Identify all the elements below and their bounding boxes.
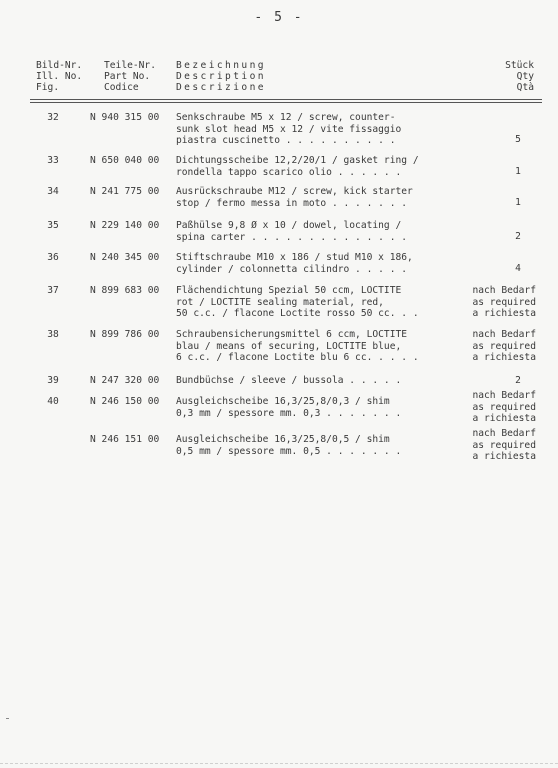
quantity: 2 [515,231,521,242]
header-rule [30,99,542,100]
fig-number: 40 [47,396,59,407]
header-rule-double [30,102,542,103]
fig-number: 33 [47,155,59,166]
quantity: nach Bedarf as required a richiesta [472,285,536,319]
scan-mark [6,718,9,719]
quantity: 5 [515,134,521,145]
quantity: nach Bedarf as required a richiesta [472,390,536,424]
part-number: N 940 315 00 [90,112,160,123]
description: Senkschraube M5 x 12 / screw, counter- sunk slot head M5 x 12 / vite fissaggio piastra cuscinetto . . . . . . . . . . [176,112,402,146]
part-number: N 229 140 00 [90,220,160,231]
fig-number: 37 [47,285,59,296]
part-number: N 240 345 00 [90,252,160,263]
quantity: 4 [515,263,521,274]
description: Schraubensicherungsmittel 6 ccm, LOCTITE blau / means of securing, LOCTITE blue, 6 c.c. / flacone Loctite blu 6 cc. . . . . [176,329,419,363]
description: Ausgleichscheibe 16,3/25,8/0,5 / shim 0,5 mm / spessore mm. 0,5 . . . . . . . [176,434,402,457]
quantity: nach Bedarf as required a richiesta [472,428,536,462]
description: Ausgleichscheibe 16,3/25,8/0,3 / shim 0,3 mm / spessore mm. 0,3 . . . . . . . [176,396,402,419]
description: Dichtungsscheibe 12,2/20/1 / gasket ring / rondella tappo scarico olio . . . . . . [176,155,419,178]
description: Paßhülse 9,8 Ø x 10 / dowel, locating / spina carter . . . . . . . . . . . . . . [176,220,408,243]
description: Bundbüchse / sleeve / bussola . . . . . [176,375,402,386]
description: Flächendichtung Spezial 50 ccm, LOCTITE rot / LOCTITE sealing material, red, 50 c.c. / flacone Loctite rosso 50 cc. . . [176,285,419,319]
header-quantity: Stück Qty Qtà [505,60,534,93]
fig-number: 39 [47,375,59,386]
part-number: N 650 040 00 [90,155,160,166]
fig-number: 36 [47,252,59,263]
description: Ausrückschraube M12 / screw, kick starter stop / fermo messa in moto . . . . . . . [176,186,413,209]
part-number: N 246 150 00 [90,396,160,407]
part-number: N 246 151 00 [90,434,160,445]
description: Stiftschraube M10 x 186 / stud M10 x 186, cylinder / colonnetta cilindro . . . . . [176,252,413,275]
header-part-number: Teile-Nr. Part No. Codice [104,60,156,93]
part-number: N 247 320 00 [90,375,160,386]
quantity: 2 [515,375,521,386]
quantity: 1 [515,166,521,177]
fig-number: 35 [47,220,59,231]
scan-edge [0,763,558,764]
header-description: Bezeichnung Description Descrizione [176,60,266,93]
part-number: N 241 775 00 [90,186,160,197]
page-number: - 5 - [254,10,304,25]
quantity: 1 [515,197,521,208]
quantity: nach Bedarf as required a richiesta [472,329,536,363]
fig-number: 34 [47,186,59,197]
part-number: N 899 683 00 [90,285,160,296]
part-number: N 899 786 00 [90,329,160,340]
fig-number: 32 [47,112,59,123]
fig-number: 38 [47,329,59,340]
header-fig: Bild-Nr. Ill. No. Fig. [36,60,83,93]
